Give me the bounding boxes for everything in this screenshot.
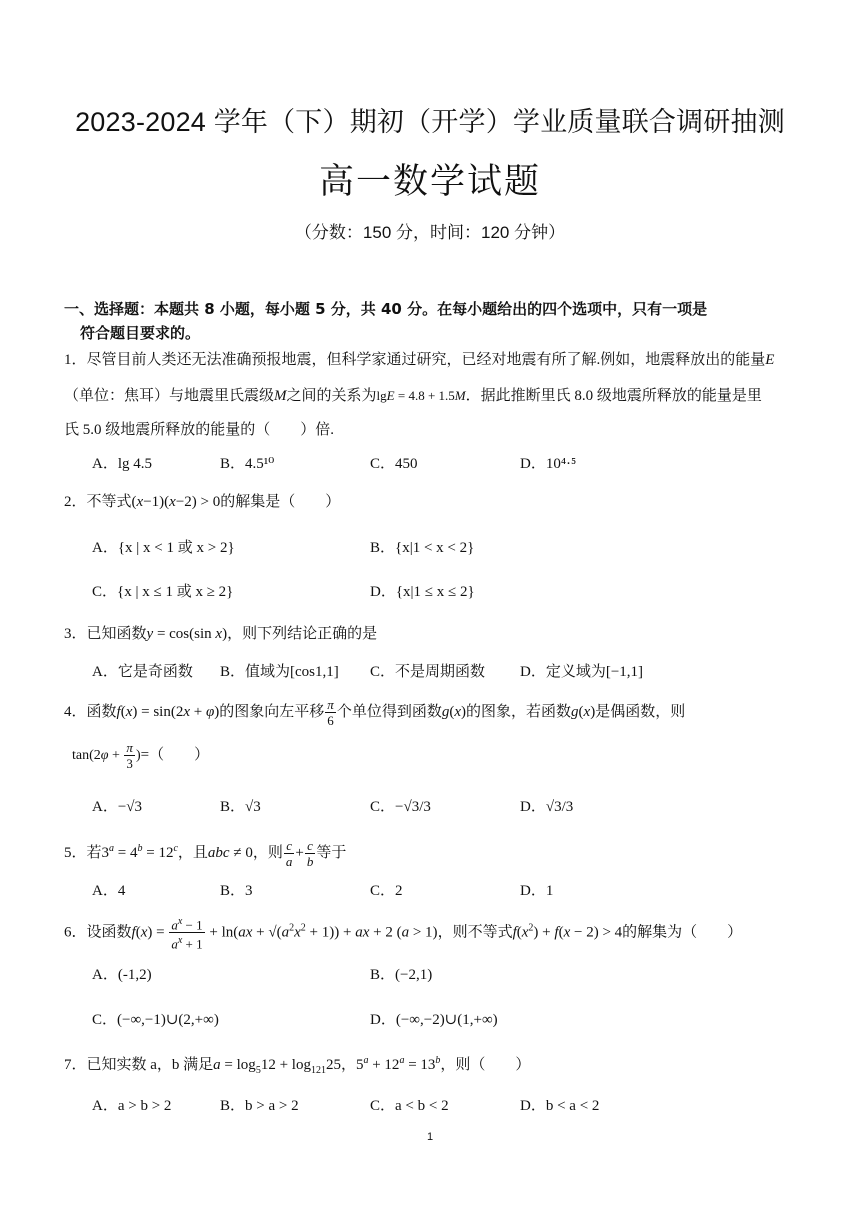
- exam-title: 2023-2024 学年（下）期初（开学）学业质量联合调研抽测: [75, 107, 785, 137]
- section-heading: [64, 297, 804, 345]
- q5-option-d[interactable]: D．1: [520, 883, 554, 899]
- q3-stem-a: 3．已知函数: [64, 626, 147, 642]
- q4-option-d[interactable]: D．√3/3: [520, 799, 574, 815]
- q3-option-b[interactable]: B．值域为[cos1,1]: [220, 664, 339, 680]
- q2-option-a[interactable]: A．{x | x < 1 或 x > 2}: [92, 540, 235, 556]
- q5-option-a[interactable]: A．4: [92, 883, 126, 899]
- q5-option-c[interactable]: C．2: [370, 883, 403, 899]
- q4-stem-a: 4．函数: [64, 703, 117, 720]
- q2-stem-b: 的解集是（ ）: [220, 494, 341, 510]
- q4-stem-c: 个单位得到函数: [336, 703, 442, 720]
- q7-option-a[interactable]: A．a > b > 2: [92, 1098, 172, 1114]
- q5-stem-a: 5．若: [64, 844, 102, 861]
- q4-line2-tail: =（ ）: [140, 746, 210, 763]
- q1-option-c[interactable]: C．450: [370, 456, 418, 472]
- q2-stem-a: 2．不等式: [64, 494, 132, 510]
- q6-stem-c: 的解集为（ ）: [622, 924, 743, 941]
- q3-option-a[interactable]: A．它是奇函数: [92, 664, 193, 680]
- q4-stem-b: 的图象向左平移: [219, 703, 325, 720]
- q3-option-d[interactable]: D．定义域为[−1,1]: [520, 664, 644, 680]
- q5-stem-d: 等于: [316, 844, 347, 861]
- q7-stem-c: ，则（ ）: [440, 1057, 531, 1073]
- page-number: 1: [426, 1131, 434, 1143]
- q1-option-b[interactable]: B．4.5¹⁰: [220, 456, 275, 472]
- q1-line1: 1．尽管目前人类还无法准确预报地震，但科学家通过研究，已经对地震有所了解.例如，地震释放出的能量: [64, 352, 766, 368]
- q1-option-d[interactable]: D．10⁴·⁵: [520, 456, 577, 472]
- q6-stem-a: 6．设函数: [64, 924, 132, 941]
- q7-option-b[interactable]: B．b > a > 2: [220, 1098, 299, 1114]
- section-heading-line1: 一、选择题：本题共 8 小题，每小题 5 分，共 40 分。在每小题给出的四个选项中，只有一项是: [64, 300, 708, 318]
- q4-option-c[interactable]: C．−√3/3: [370, 799, 431, 815]
- q2-option-d[interactable]: D．{x|1 ≤ x ≤ 2}: [370, 584, 475, 600]
- q1-line2a: （单位：焦耳）与地震里氏震级: [64, 388, 275, 404]
- q6-option-a[interactable]: A．(-1,2): [92, 967, 152, 983]
- q5-stem-c: ，则: [252, 844, 283, 861]
- q7-stem-a: 7．已知实数 a，b 满足: [64, 1057, 214, 1073]
- q6-option-d[interactable]: D．(−∞,−2)∪(1,+∞): [370, 1012, 498, 1028]
- q7-stem-b: ，: [340, 1057, 356, 1073]
- q1-line2c: ．据此推断里氏 8.0 级地震所释放的能量是里: [465, 388, 762, 404]
- q4-option-b[interactable]: B．√3: [220, 799, 261, 815]
- q2-option-b[interactable]: B．{x|1 < x < 2}: [370, 540, 475, 556]
- q1-line2b: 之间的关系为: [286, 388, 377, 404]
- q4-stem-d: 的图象，若函数: [466, 703, 572, 720]
- q6-stem-b: ，则不等式: [437, 924, 513, 941]
- exam-info: （分数：150 分，时间：120 分钟）: [294, 223, 566, 242]
- q6-option-b[interactable]: B．(−2,1): [370, 967, 433, 983]
- exam-subject-title: 高一数学试题: [318, 162, 541, 202]
- q7-option-d[interactable]: D．b < a < 2: [520, 1098, 600, 1114]
- q3-option-c[interactable]: C．不是周期函数: [370, 664, 486, 680]
- q4-stem-e: 是偶函数，则: [595, 703, 686, 720]
- q1-line3: 氏 5.0 级地震所释放的能量的（ ）倍.: [64, 422, 335, 438]
- q7-option-c[interactable]: C．a < b < 2: [370, 1098, 449, 1114]
- q1-option-a[interactable]: A．lg 4.5: [92, 456, 153, 472]
- section-heading-line2: 符合题目要求的。: [80, 324, 201, 342]
- q3-stem-b: ，则下列结论正确的是: [227, 626, 378, 642]
- q5-stem-b: ，且: [177, 844, 208, 861]
- q5-option-b[interactable]: B．3: [220, 883, 253, 899]
- q4-option-a[interactable]: A．−√3: [92, 799, 143, 815]
- q2-option-c[interactable]: C．{x | x ≤ 1 或 x ≥ 2}: [92, 584, 234, 600]
- q6-option-c[interactable]: C．(−∞,−1)∪(2,+∞): [92, 1012, 219, 1028]
